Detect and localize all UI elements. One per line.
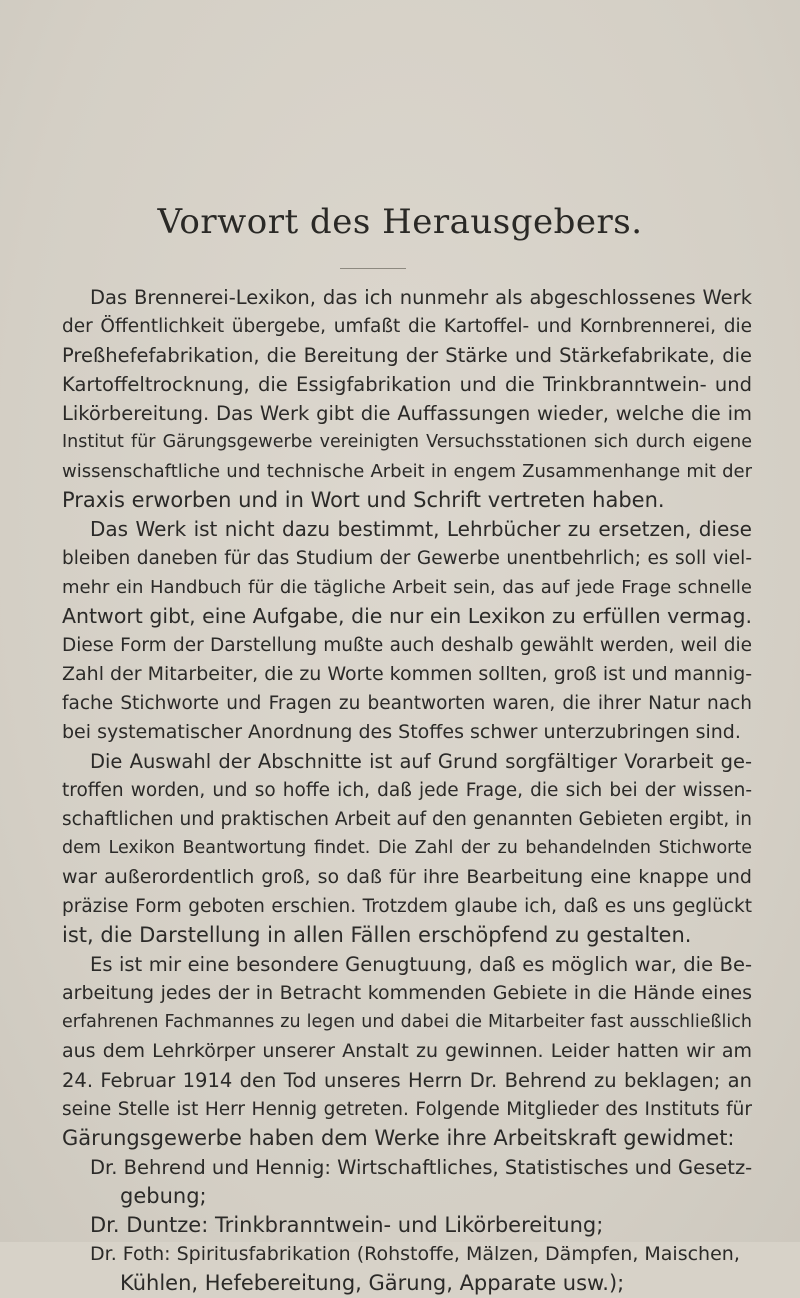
text-line: troffen worden, und so hoffe ich, daß jede Frage, die sich bei der wissen- bbox=[62, 780, 752, 801]
text-line: aus dem Lehrkörper unserer Anstalt zu gewinnen. Leider hatten wir am bbox=[62, 1040, 752, 1062]
text-line: Institut für Gärungsgewerbe vereinigten Versuchsstationen sich durch eigene bbox=[62, 432, 752, 452]
text-line: erfahrenen Fachmannes zu legen und dabei die Mitarbeiter fast ausschließlich bbox=[62, 1012, 752, 1032]
page-title: Vorwort des Herausgebers. bbox=[157, 202, 643, 242]
text-line: Diese Form der Darstellung mußte auch deshalb gewählt werden, weil die bbox=[62, 635, 752, 656]
contributor-entry-continued: gebung; bbox=[120, 1184, 207, 1208]
text-line: seine Stelle ist Herr Hennig getreten. Folgende Mitglieder des Instituts für bbox=[62, 1099, 752, 1120]
text-line: bleiben daneben für das Studium der Gewerbe unentbehrlich; es soll viel- bbox=[62, 548, 752, 569]
contributor-entry-continued: Kühlen, Hefebereitung, Gärung, Apparate usw.); bbox=[120, 1271, 625, 1295]
text-line: schaftlichen und praktischen Arbeit auf den genannten Gebieten ergibt, in bbox=[62, 809, 752, 830]
contributor-entry: Dr. Foth: Spiritusfabrikation (Rohstoffe, Mälzen, Dämpfen, Maischen, bbox=[90, 1243, 740, 1265]
text-line: bei systematischer Anordnung des Stoffes schwer unterzubringen sind. bbox=[62, 721, 741, 743]
text-line: Praxis erworben und in Wort und Schrift vertreten haben. bbox=[62, 488, 665, 512]
text-line: ist, die Darstellung in allen Fällen erschöpfend zu gestalten. bbox=[62, 923, 692, 947]
text-line: Likörbereitung. Das Werk gibt die Auffassungen wieder, welche die im bbox=[62, 402, 752, 425]
text-line: Preßhefefabrikation, die Bereitung der Stärke und Stärkefabrikate, die bbox=[62, 344, 752, 367]
text-line: fache Stichworte und Fragen zu beantworten waren, die ihrer Natur nach bbox=[62, 693, 752, 714]
text-line: wissenschaftliche und technische Arbeit in engem Zusammenhange mit der bbox=[62, 461, 752, 482]
preface-body bbox=[62, 283, 752, 1298]
text-line: präzise Form geboten erschien. Trotzdem glaube ich, daß es uns geglückt bbox=[62, 896, 752, 917]
text-line: war außerordentlich groß, so daß für ihre Bearbeitung eine knappe und bbox=[62, 866, 752, 888]
text-line: dem Lexikon Beantwortung findet. Die Zahl der zu behandelnden Stichworte bbox=[62, 838, 752, 858]
text-line: Gärungsgewerbe haben dem Werke ihre Arbeitskraft gewidmet: bbox=[62, 1126, 735, 1150]
text-line: Zahl der Mitarbeiter, die zu Worte kommen sollten, groß ist und mannig- bbox=[62, 663, 753, 685]
title-divider bbox=[340, 268, 406, 269]
text-line: Das Brennerei-Lexikon, das ich nunmehr als abgeschlossenes Werk bbox=[90, 286, 752, 309]
text-line: Es ist mir eine besondere Genugtuung, daß es möglich war, die Be- bbox=[90, 953, 752, 976]
contributor-entry: Dr. Duntze: Trinkbranntwein- und Likörbereitung; bbox=[90, 1213, 604, 1237]
text-line: arbeitung jedes der in Betracht kommenden Gebiete in die Hände eines bbox=[62, 982, 752, 1004]
contributor-entry: Dr. Behrend und Hennig: Wirtschaftliches, Statistisches und Gesetz- bbox=[90, 1156, 753, 1179]
text-line: der Öffentlichkeit übergebe, umfaßt die Kartoffel- und Kornbrennerei, die bbox=[62, 316, 752, 337]
text-line: Das Werk ist nicht dazu bestimmt, Lehrbücher zu ersetzen, diese bbox=[90, 517, 752, 541]
text-line: Die Auswahl der Abschnitte ist auf Grund sorgfältiger Vorarbeit ge- bbox=[90, 750, 752, 773]
text-line: Kartoffeltrocknung, die Essigfabrikation und die Trinkbranntwein- und bbox=[62, 373, 752, 396]
text-line: Antwort gibt, eine Aufgabe, die nur ein Lexikon zu erfüllen vermag. bbox=[62, 604, 752, 628]
text-line: mehr ein Handbuch für die tägliche Arbeit sein, das auf jede Frage schnelle bbox=[62, 577, 752, 598]
text-line: 24. Februar 1914 den Tod unseres Herrn Dr. Behrend zu beklagen; an bbox=[62, 1069, 752, 1092]
